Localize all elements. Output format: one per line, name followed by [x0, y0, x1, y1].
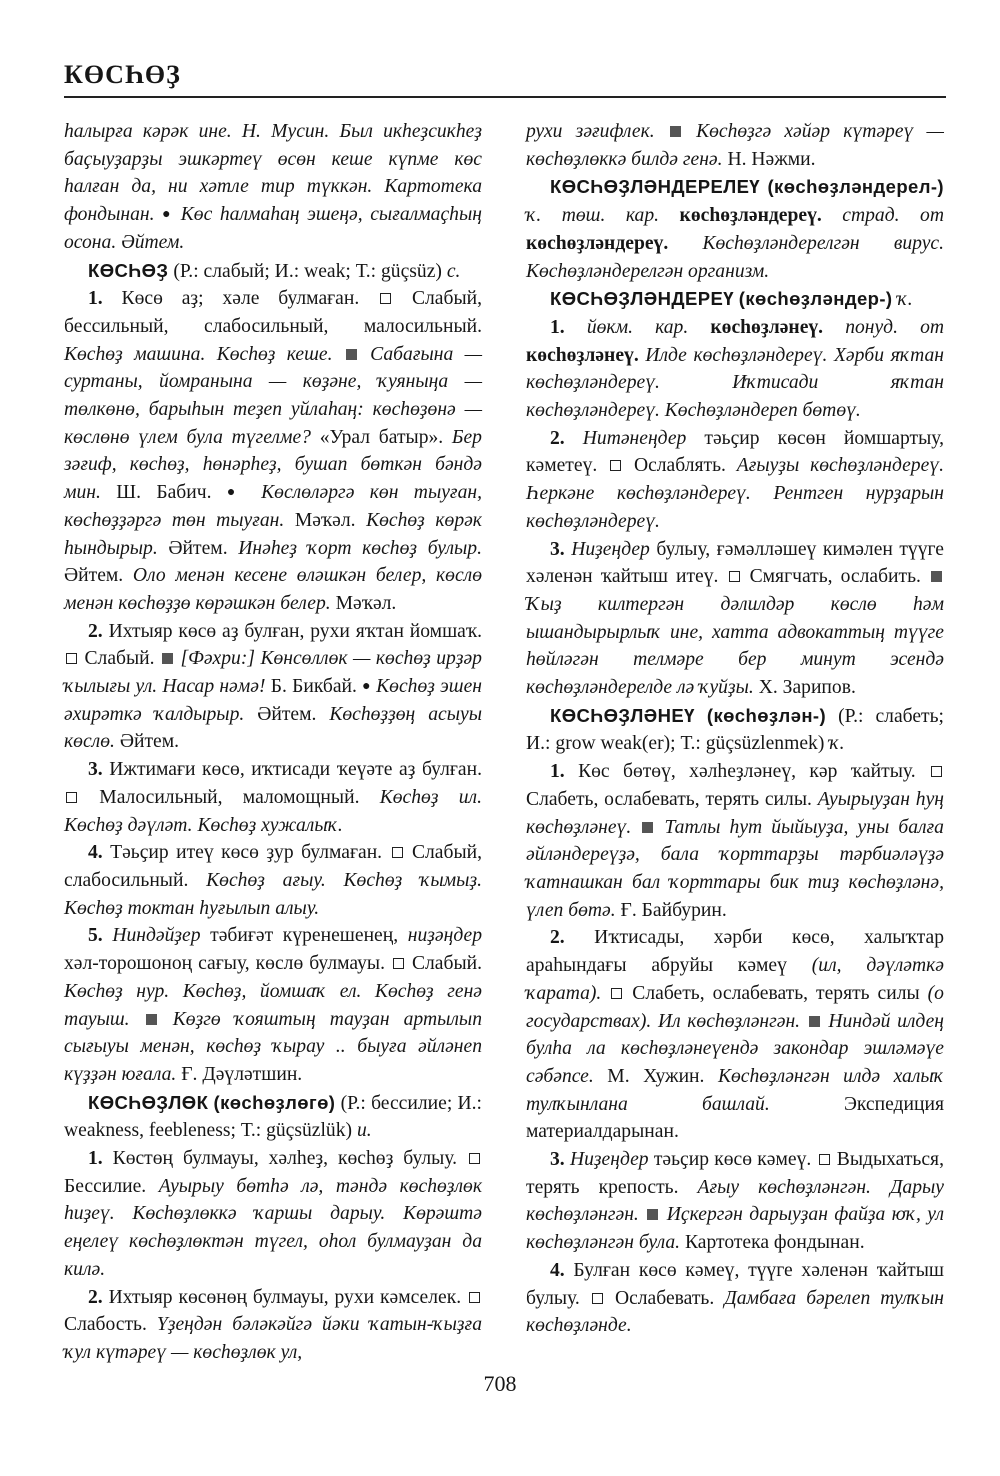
source: «Урал батыр». [319, 426, 444, 448]
translations: (Р.: слабый; И.: weak; Т.: güçsüz) [173, 260, 442, 282]
russian-equivalent-icon [66, 653, 77, 664]
russian-equivalent-icon [729, 571, 740, 582]
example-text: Көсһөҙ ағыу. Көсһөҙ ҡымыҙ. Көсһөҙ токтан һуғылып алыу. [64, 869, 482, 919]
citation-icon [809, 1016, 820, 1027]
headword: КӨСҺӨҘЛӘНДЕРЕҮ [550, 288, 734, 310]
russian-equivalent-icon [469, 1292, 480, 1303]
russian-equivalent: Ослаблять. [633, 455, 726, 477]
right-column [526, 118, 944, 1340]
sense [64, 756, 482, 839]
russian-equivalent-icon [592, 1293, 603, 1304]
inflection: (көсһөҙлөгө) [213, 1091, 336, 1113]
example-text: Көҙгө ҡояштың тауҙан артылып сығыуы менән, көсһөҙ ҡырау .. быуға әйләнеп күҙҙән юғала. [64, 1008, 482, 1085]
example-text: Инәһеҙ ҡорт көсһөҙ булыр. [238, 537, 482, 559]
sense-number: 1. [88, 1148, 103, 1170]
sense [526, 1146, 944, 1257]
sense [64, 1145, 482, 1284]
part-of-speech: ҡ. [829, 733, 845, 755]
russian-equivalent: Бессилие. [64, 1175, 147, 1197]
source: М. Хужин. [607, 1065, 705, 1087]
definition: Көсө аҙ; хәле булмаған. [121, 288, 360, 310]
sense-number: 1. [550, 316, 565, 338]
definition: хәл-торошоноң сағыу, көслө булмауы. [64, 953, 385, 975]
headword: КӨСҺӨҘЛӘНДЕРЕЛЕҮ [550, 176, 760, 198]
header-rule [64, 96, 946, 98]
example-text: Татлы һут йыйыуҙа, уны балға әйләндереүҙә, бала ҡорттарҙы тәрбиәләүҙә ҡатнашкан бал ҡорттары бик тиҙ көсһөҙләнә, үлеп бөтә. [526, 816, 944, 921]
definition: тәбиғәт күренешенең, [210, 925, 399, 947]
definition: Булған көсө кәмеү, түүге хәленән ҡайтыш булыу. [526, 1259, 944, 1309]
example-text: Көсһөҙ көрәк һындырыр. [64, 509, 482, 559]
definition: тәьҫир көсөн йомшартыу, кәметеү. [526, 427, 945, 477]
russian-equivalent-icon [469, 1153, 480, 1164]
sense [526, 758, 944, 924]
source: Әйтем. [257, 703, 317, 725]
russian-equivalent: Смягчать, ослабить. [749, 566, 921, 588]
example-text: Ауырыу бөтһә лә, тәндә көсһөҙлөк һиҙеү. Көсһөҙлөккә ҡаршы дарыу. Көрәштә еңелеү көсһөҙлөктән түгел, оһол булмауҙан да килә. [64, 1175, 483, 1280]
russian-equivalent: Ослабевать. [614, 1287, 715, 1309]
example-text: Көсһөҙ нур. Көсһөҙ, йомшаҡ ел. Көсһөҙ генә тауыш. [64, 980, 482, 1030]
example-text: Көсһөҙгә хәйәр күтәреү — көсһөҙлөккә билдә генә. [526, 121, 944, 170]
example-text: Көсһөҙ эшен әхирәткә ҡалдырыр. [64, 676, 482, 725]
sense [64, 1284, 482, 1367]
source: Экспедиция материалдарынан. [526, 1093, 944, 1143]
sense [64, 839, 482, 922]
source: Әйтем. [119, 731, 180, 753]
russian-equivalent-icon [610, 460, 621, 471]
russian-equivalent-icon [380, 293, 391, 304]
example-text: Ниндәй илдең булһа ла көсһөҙләнеүендә закондар эшләмәүе сәбәпсе. [526, 1010, 944, 1087]
source: Әйтем. [64, 565, 124, 587]
example-text: рухи зәғифлек. [526, 121, 655, 142]
source: Н. Нәжми. [727, 148, 816, 170]
bullet-icon: ● [226, 485, 246, 501]
inflection: (көсһөҙлән-) [706, 704, 827, 726]
running-head: КӨСҺӨҘ [64, 60, 181, 89]
bullet-icon: ● [362, 679, 371, 695]
entry-continuation [64, 118, 482, 257]
definition-italic: Ниҙеңдер [569, 1149, 649, 1171]
source: Х. Зарипов. [758, 677, 856, 699]
example-text: Көсһөҙ ил. Көсһөҙ дәүләт. Көсһөҙ хужалыҡ. [64, 786, 482, 836]
russian-equivalent: Слабость. [64, 1314, 147, 1336]
part-of-speech: с. [446, 260, 461, 282]
russian-equivalent-icon [819, 1154, 830, 1165]
russian-equivalent: Выдыхаться, терять крепость. [526, 1149, 944, 1198]
example-text: Илде көсһөҙләндереү. Хәрби яҡтан көсһөҙләндереү. Иҡтисади яҡтан көсһөҙләндереү. Көсһөҙләндереп бөтөү. [526, 344, 944, 422]
source: Ш. Бабич. [116, 482, 212, 504]
example-text: Дамбаға бәрелеп тулҡын көсһөҙләнде. [526, 1287, 945, 1337]
sense-number: 4. [88, 842, 103, 864]
entry-kosozlanew [526, 702, 944, 758]
example-text: Үҙеңдән бәләкәйгә йәки ҡатын-ҡыҙға ҡул күтәреү — көсһөҙлөк ул, [64, 1314, 482, 1363]
definition: Көс бөтөү, хәлһеҙләнеү, кәр ҡайтыу. [578, 761, 916, 783]
sense [64, 922, 482, 1088]
part-of-speech: и. [356, 1120, 372, 1142]
example-text: Ауырыуҙан һуң көсһөҙләнеү. [526, 788, 944, 838]
russian-label: понуд. от [845, 316, 945, 338]
grammar-label: йөкм. кар. [586, 316, 689, 338]
definition-italic: Ниҙеңдер [571, 538, 650, 560]
sense-number: 4. [550, 1259, 565, 1281]
source: Ғ. Дәүләтшин. [181, 1063, 303, 1085]
example-text: Бер зәғиф, көсһөҙ, һөнәрһеҙ, бушап бөткән бәндә мин. [64, 426, 482, 504]
example-text: Көсһөҙҙөң асыуы көслө. [64, 703, 482, 753]
definition: Ихтыяр көсө аҙ булған, рухи яҡтан йомшаҡ. [108, 620, 482, 642]
example-text: Ҡыҙ килтергән дәлилдәр көслө һәм ышандырырлыҡ ине, хатта адвокаттың түүге һөйләгән телмәре бер минут эсендә көсһөҙләндерелде лә ҡуйҙы. [526, 593, 944, 699]
citation-icon [162, 653, 173, 664]
sense-number: 3. [550, 538, 565, 560]
source: Мәҡәл. [335, 592, 397, 614]
russian-equivalent-icon [393, 958, 404, 969]
sense [526, 924, 944, 1146]
example-text: Ил көсһөҙләнгән. [657, 1010, 801, 1032]
example-text: Көсһөҙләнгән илдә халыҡ тулҡынлана башлай. [526, 1065, 944, 1115]
left-column [64, 118, 482, 1367]
headword: КӨСҺӨҘЛӨК [88, 1091, 209, 1113]
russian-label: страд. от [842, 205, 944, 227]
sense-number: 2. [550, 927, 565, 949]
russian-equivalent: Слабеть, ослабевать, терять силы. [526, 788, 812, 810]
sense-number: 5. [88, 925, 103, 947]
example-text: Көсһөҙләндерелгән вирус. Көсһөҙләндерелгән организм. [526, 232, 944, 282]
source: Әйтем. [168, 537, 228, 559]
sense [64, 285, 482, 617]
russian-equivalent-icon [392, 847, 403, 858]
translations: (Р.: слабеть; И.: grow weak(er); Т.: güçsüzlenmek) [526, 705, 944, 755]
example-text: Көсһөҙ машина. Көсһөҙ кеше. [64, 343, 333, 365]
example-text: Ағыу көсһөҙләнгән. Дарыу көсһөҙләнгән. [526, 1176, 944, 1226]
bullet-icon: ● [162, 207, 174, 223]
source: Мәҡәл. [294, 509, 356, 531]
inflection: (көсһөҙләндерел-) [767, 176, 944, 198]
usage-note: (о государствах). [526, 982, 944, 1032]
example-text: Сабағына — суртаны, йомранына — көҙәне, ҡуяныңа — төлкөнө, барыһын теҙеп уйлаһаң: көсһөҙөнә — көслөнө үлем була түгелме? [64, 343, 482, 448]
source: Ғ. Байбурин. [620, 899, 727, 921]
definition: тәьҫир көсө кәмеү. [653, 1149, 812, 1171]
citation-icon [146, 1014, 157, 1025]
entry-kosozlanderelew [526, 173, 944, 285]
example-text: Оло менән кесене өләшкән белер, көслө менән көсһөҙҙө көрәшкән белер. [64, 565, 483, 614]
example-text: һалырға кәрәк ине. Н. Мусин. Был икһеҙсикһеҙ баҫыуҙарҙы эшкәртеү өсөн кеше күпме көс һалған да, ни хәтле тир түккән. Картотека фондынан. [64, 121, 482, 226]
russian-equivalent-icon [66, 792, 77, 803]
definition: Көстөң булмауы, хәлһеҙ, көсһөҙ булыу. [112, 1148, 458, 1170]
sense-number: 1. [550, 761, 565, 783]
russian-equivalent: Малосильный, маломощный. [99, 786, 360, 808]
sense-number: 3. [88, 759, 103, 781]
citation-icon [670, 126, 681, 137]
part-of-speech: ҡ. [897, 289, 913, 311]
cross-reference: көсһөҙләндереү. [679, 205, 822, 227]
headword: КӨСҺӨҘЛӘНЕҮ [550, 704, 695, 726]
russian-equivalent: Слабый, слабосильный. [64, 842, 482, 891]
page-number: 708 [483, 1371, 517, 1396]
usage-note: (ил, дәүләткә ҡарата). [526, 955, 944, 1004]
example-text: Ағыуҙы көсһөҙләндереү. Һеркәне көсһөҙләндереү. Рентген нурҙарын көсһөҙләндереү. [526, 455, 944, 532]
definition-italic: Ниmәнеңдер [582, 427, 687, 449]
part-of-speech: ҡ. төш. кар. [526, 205, 660, 227]
entry-kosoz [64, 257, 482, 286]
russian-equivalent-icon [931, 766, 942, 777]
example-text: Көс һалмаһаң эшеңә, сығалмаҫһың осона. Әйтем. [64, 204, 482, 253]
sense [526, 1257, 944, 1340]
sense-number: 2. [550, 427, 565, 449]
sense [526, 536, 944, 702]
example-text: Көслөләргә көн тыуған, көсһөҙҙәргә төн тыуған. [64, 482, 482, 531]
definition: Ихтыяр көсөнөң булмауы, рухи кәмселек. [108, 1286, 462, 1308]
citation-icon [642, 822, 653, 833]
russian-equivalent: Слабый. [84, 648, 155, 670]
entry-kosozlok [64, 1089, 482, 1145]
russian-equivalent: Слабый. [411, 953, 483, 975]
inflection: (көсһөҙләндер-) [738, 288, 893, 310]
translations: (Р.: бессилие; И.: weakness, feebleness; Т.: güçsüzlük) [64, 1092, 482, 1142]
russian-equivalent-icon [611, 988, 622, 999]
sense-number: 2. [88, 1286, 103, 1308]
definition: Ижтимағи көсө, иҡтисади ҡеүәте аҙ булған. [109, 759, 482, 781]
russian-equivalent: Слабеть, ослабевать, терять силы [632, 982, 920, 1004]
definition-italic: ниҙәңдер [407, 925, 482, 947]
cross-reference: көсһөҙләнеү. [526, 344, 639, 366]
sense [526, 425, 944, 536]
example-text: Иҫкергән дарыуҙан файҙа юҡ, ул көсһөҙләнгән була. [526, 1204, 945, 1254]
citation-icon [647, 1209, 658, 1220]
entry-continuation [526, 118, 944, 173]
example-text: [Фәхри:] Көнсөллөк — көсһөҙ ирҙәр ҡылығы ул. Насар нәмә! [64, 648, 482, 698]
entry-kosozlanderew [526, 285, 944, 314]
definition: Тәьҫир итеү көсө ҙур булмаған. [110, 842, 383, 864]
headword: КӨСҺӨҘ [88, 259, 169, 281]
sense [526, 314, 944, 425]
source: Картотека фондынан. [684, 1232, 865, 1254]
citation-icon [346, 349, 357, 360]
definition-italic: Ниндәйҙер [112, 925, 201, 947]
sense-number: 2. [88, 620, 103, 642]
sense-number: 3. [550, 1149, 565, 1171]
source: Б. Бикбай. [270, 676, 357, 698]
russian-equivalent: Слабый, бессильный, слабосильный, малосильный. [64, 288, 483, 337]
definition: Иҡтисады, хәрби көсө, халыҡтар араһындағы абруйы кәмеү [526, 927, 944, 977]
sense-number: 1. [88, 288, 103, 310]
cross-reference: көсһөҙләндереү. [526, 232, 669, 254]
definition: булыу, ғәмәлләшеү кимәлен түүге хәленән ҡайтыш итеү. [526, 538, 945, 588]
cross-reference: көсһөҙләнеү. [710, 316, 824, 338]
citation-icon [931, 571, 942, 582]
sense [64, 618, 482, 757]
